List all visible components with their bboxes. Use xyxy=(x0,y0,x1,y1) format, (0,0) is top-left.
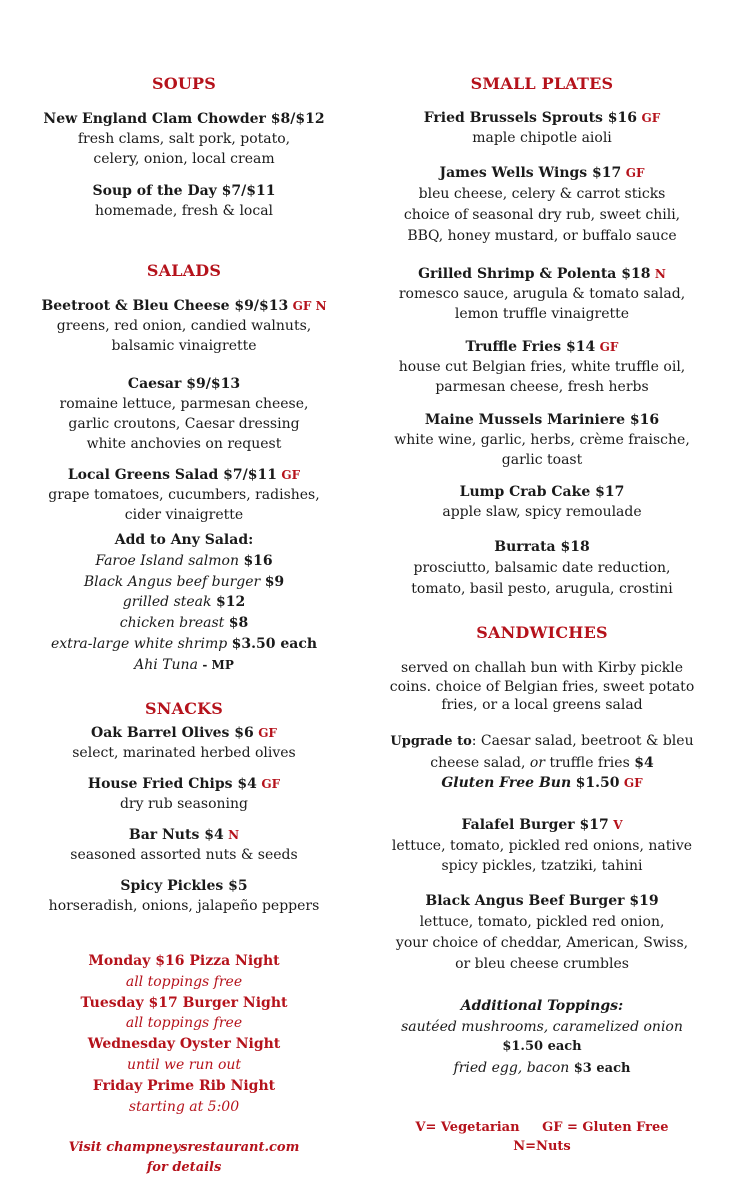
diet-tag: GF xyxy=(261,777,281,791)
menu-item-wings xyxy=(386,163,698,247)
item-name: Grilled Shrimp & Polenta $18 xyxy=(418,266,651,282)
item-name: Bar Nuts $4 xyxy=(128,827,224,843)
item-name: Fried Brussels Sprouts $16 xyxy=(423,110,638,126)
item-desc: romesco sauce, arugula & tomato salad, xyxy=(398,286,686,302)
item-desc: homemade, fresh & local xyxy=(94,203,274,219)
item-name: Truffle Fries $14 xyxy=(465,339,596,355)
menu-item-local-greens xyxy=(28,465,340,525)
sandwiches-intro xyxy=(386,659,698,715)
menu-item-mussels xyxy=(386,410,698,470)
special-sub: until we run out xyxy=(126,1056,242,1073)
item-desc: garlic croutons, Caesar dressing xyxy=(68,416,300,432)
menu-item-olives xyxy=(28,723,340,763)
item-desc: seasoned assorted nuts & seeds xyxy=(70,847,298,863)
legend-line: N=Nuts xyxy=(513,1139,571,1154)
item-name: Caesar $9/$13 xyxy=(127,376,241,392)
menu-item-burrata xyxy=(386,537,698,600)
toppings-line: sautéed mushrooms, caramelized onion xyxy=(401,1018,683,1035)
item-name: Soup of the Day $7/$11 xyxy=(92,183,276,199)
diet-tag: N xyxy=(654,267,666,281)
item-desc: romaine lettuce, parmesan cheese, xyxy=(59,396,309,412)
item-desc: BBQ, honey mustard, or buffalo sauce xyxy=(407,228,677,244)
item-desc: lettuce, tomato, pickled red onions, native xyxy=(391,837,693,854)
item-desc: parmesan cheese, fresh herbs xyxy=(435,379,649,395)
item-name: Local Greens Salad $7/$11 xyxy=(67,467,277,483)
list-item: Ahi Tuna - MP xyxy=(134,656,234,673)
list-item: extra-large white shrimp $3.50 each xyxy=(50,635,318,652)
item-desc: greens, red onion, candied walnuts, xyxy=(56,318,312,334)
item-desc: celery, onion, local cream xyxy=(93,151,275,167)
item-name: Beetroot & Bleu Cheese $9/$13 xyxy=(41,298,289,314)
soups-heading: SOUPS xyxy=(151,74,217,93)
special-title: Monday $16 Pizza Night xyxy=(88,953,280,969)
diet-tag: GF xyxy=(258,726,277,740)
item-desc: garlic toast xyxy=(501,452,583,468)
special-title: Tuesday $17 Burger Night xyxy=(80,994,288,1011)
menu-item-crab-cake xyxy=(386,482,698,522)
salads-heading: SALADS xyxy=(146,261,222,280)
item-desc: balsamic vinaigrette xyxy=(111,338,257,354)
item-desc: tomato, basil pesto, arugula, crostini xyxy=(411,581,673,597)
item-desc: white anchovies on request xyxy=(86,436,282,452)
upgrade-note: Upgrade to: Caesar salad, beetroot & bleu cheese salad, or truffle fries $4 Gluten Free Bun $1.50 GF xyxy=(390,733,694,791)
sandwiches-heading: SANDWICHES xyxy=(476,623,608,642)
item-name: New England Clam Chowder $8/$12 xyxy=(43,111,325,127)
weekly-specials xyxy=(28,951,340,1117)
item-desc: prosciutto, balsamic date reduction, xyxy=(413,560,671,576)
diet-tag: GF xyxy=(281,468,301,482)
diet-tag: GF xyxy=(599,340,619,354)
item-name: Burrata $18 xyxy=(494,539,590,555)
item-name: Spicy Pickles $5 xyxy=(120,878,248,894)
item-desc: house cut Belgian fries, white truffle oil, xyxy=(398,359,686,375)
menu-item-beetroot xyxy=(28,296,340,356)
menu-item-clam-chowder xyxy=(28,109,340,169)
toppings-title: Additional Toppings: xyxy=(460,998,624,1014)
add-to-salad-list xyxy=(28,530,340,676)
item-name: James Wells Wings $17 xyxy=(439,165,622,181)
visit-line: Visit champneysrestaurant.com xyxy=(68,1140,300,1155)
diet-tag: GF xyxy=(641,111,661,125)
item-desc: your choice of cheddar, American, Swiss, xyxy=(395,935,689,951)
menu-item-caesar xyxy=(28,374,340,454)
legend-line: V= Vegetarian GF = Gluten Free xyxy=(415,1120,669,1135)
diet-tag: N xyxy=(228,828,240,842)
list-item: Black Angus beef burger $9 xyxy=(83,573,285,590)
item-desc: lettuce, tomato, pickled red onion, xyxy=(419,914,665,930)
menu-item-chips xyxy=(28,774,340,814)
list-item: chicken breast $8 xyxy=(119,615,249,632)
menu-item-pickles xyxy=(28,876,340,916)
item-desc: white wine, garlic, herbs, crème fraische, xyxy=(394,432,690,448)
item-desc: apple slaw, spicy remoulade xyxy=(442,504,642,520)
item-desc: fresh clams, salt pork, potato, xyxy=(77,131,291,147)
item-desc: grape tomatoes, cucumbers, radishes, xyxy=(48,487,320,503)
menu-item-soup-of-day xyxy=(28,181,340,221)
item-desc: spicy pickles, tzatziki, tahini xyxy=(441,858,643,874)
item-desc: or bleu cheese crumbles xyxy=(455,956,629,972)
intro-line: served on challah bun with Kirby pickle xyxy=(400,660,684,676)
special-sub: all toppings free xyxy=(125,973,243,990)
item-name: Black Angus Beef Burger $19 xyxy=(425,893,659,909)
item-desc: cider vinaigrette xyxy=(124,507,244,523)
menu-item-brussels xyxy=(386,108,698,148)
intro-line: fries, or a local greens salad xyxy=(441,697,643,713)
diet-tag: GF xyxy=(625,166,645,180)
item-desc: choice of seasonal dry rub, sweet chili, xyxy=(403,207,681,223)
gf-bun: Gluten Free Bun xyxy=(441,775,572,791)
item-desc: horseradish, onions, jalapeño peppers xyxy=(48,898,320,914)
visit-line: for details xyxy=(146,1160,222,1175)
special-sub: all toppings free xyxy=(125,1015,243,1032)
menu-item-bar-nuts xyxy=(28,825,340,865)
diet-tag: V xyxy=(613,818,623,832)
toppings-price: $1.50 each xyxy=(502,1039,582,1054)
diet-tag: GF N xyxy=(292,299,327,313)
diet-tag: GF xyxy=(623,776,643,790)
special-title: Friday Prime Rib Night xyxy=(92,1077,276,1094)
intro-line: coins. choice of Belgian fries, sweet potato xyxy=(389,678,695,695)
additional-toppings: Additional Toppings: sautéed mushrooms, caramelized onion $1.50 each fried egg, bacon $3 each xyxy=(386,996,698,1079)
menu-item-angus-burger xyxy=(386,891,698,975)
item-desc: select, marinated herbed olives xyxy=(72,745,296,761)
item-desc: bleu cheese, celery & carrot sticks xyxy=(418,186,666,202)
item-name: Oak Barrel Olives $6 xyxy=(91,725,254,741)
list-item: Faroe Island salmon $16 xyxy=(95,552,273,569)
special-title: Wednesday Oyster Night xyxy=(87,1036,281,1053)
toppings-line: fried egg, bacon xyxy=(453,1059,570,1076)
diet-legend xyxy=(386,1118,698,1156)
add-to-salad-title: Add to Any Salad: xyxy=(114,532,254,548)
item-name: House Fried Chips $4 xyxy=(87,776,257,792)
snacks-heading: SNACKS xyxy=(145,699,223,718)
visit-website xyxy=(28,1138,340,1178)
small-plates-heading: SMALL PLATES xyxy=(470,74,614,93)
menu-item-falafel xyxy=(386,815,698,877)
item-name: Falafel Burger $17 xyxy=(461,817,609,833)
item-desc: maple chipotle aioli xyxy=(472,130,612,146)
item-desc: lemon truffle vinaigrette xyxy=(454,306,630,322)
upgrade-label: Upgrade to xyxy=(390,734,472,749)
item-name: Lump Crab Cake $17 xyxy=(459,484,625,500)
list-item: grilled steak $12 xyxy=(122,594,246,611)
menu-item-grilled-shrimp xyxy=(386,264,698,324)
menu-item-truffle-fries xyxy=(386,337,698,397)
special-sub: starting at 5:00 xyxy=(128,1098,240,1115)
item-desc: dry rub seasoning xyxy=(119,796,249,812)
item-name: Maine Mussels Mariniere $16 xyxy=(424,412,660,428)
